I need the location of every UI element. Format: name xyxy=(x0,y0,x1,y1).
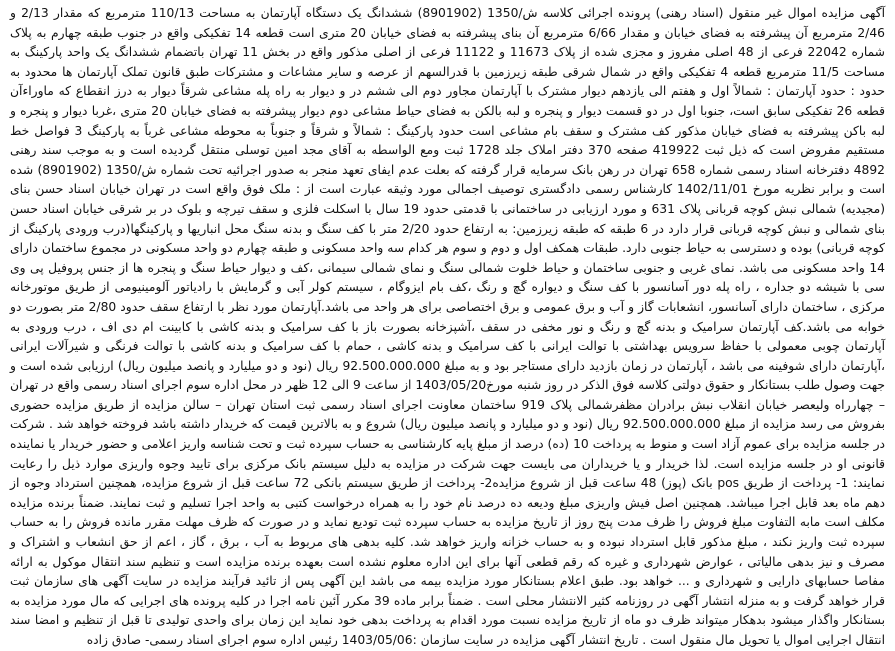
notice-paragraph: آگهی مزایده اموال غیر منقول (اسناد رهنی) پرونده اجرائی کلاسه ش/1350 (8901902) ششدانگ یک دستگاه آپارتمان به مساحت 110/13 مترمربع که مقدار 2/13 و 2/46 مترمربع آن پیشرفته به فضای خیابان و مقدار 6/66 مترمربع آن بنای پیشرفته به فضای خیابان 20 متری است قطعه 14 تفکیکی واقع در جنوب طبقه چهارم به پلاک شماره 22042 فرعی از 48 اصلی مفروز و مجزی شده از پلاک 11673 و 11122 فرعی از اصلی مذکور واقع در بخش 11 تهران باتضمام ششدانگ یک واحد پارکینگ به مساحت 11/5 مترمربع قطعه 4 تفکیکی واقع در شمال شرقی طبقه زیرزمین با قدرالسهم از عرصه و سایر مشاعات و مشترکات طبق قانون تملک آپارتمان ها محدود به حدود : حدود آپارتمان : شمالاً اول و هفتم الی یازدهم دیوار مشترک با آپارتمان مجاور دوم الی ششم در و دیوار به راه پله مشاعی شرقاً دیوار به درز انقطاع که ماوراءآن قطعه 26 تفکیکی سابق است، جنوبا اول در دو قسمت دیوار و پنجره و لبه بالکن به فضای حیاط مشاعی دوم دیوار پیشرفته به فضای خیابان 20 متری ،غربا دیوار و پنجره و لبه باکن پیشرفته به فضای خیابان مذکور کف مشترک و سقف بام مشاعی است حدود پارکینگ : شمالاً و شرقاً و جنوباً به محوطه مشاعی غرباً به پارکینگ 3 فواصل خط مستقیم مفروض است که ذیل ثبت 419922 صفحه 370 دفتر املاک جلد 1728 ثبت ومع الواسطه به آقای مجد امین توسلی منتقل گردیده است و به موجب سند رهنی 4892 دفترخانه اسناد رسمی شماره 658 تهران در رهن بانک سرمایه قرار گرفته که بعلت عدم ایفای تعهد منجر به صدور اجرائیه تحت شماره ش/1350 (8901902) شده است و برابر نظریه مورخ 1402/11/01 کارشناس رسمی دادگستری توصیف اجمالی مورد وثیقه عبارت است از : ملک فوق واقع است در تهران خیابان اسناد حسن بنای (مجیدیه) شمالی نبش کوچه قربانی پلاک 631 و مورد ارزیابی در ساختمانی با قدمتی حدود 19 سال با اسکلت فلزی و سقف تیرچه و بلوک در بر شرقی خیابان اسناد حسن بنای شمالی و نبش کوچه قربانی قرار دارد در 6 طبقه که طبقه زیرزمین: به ارتفاع حدود 2/20 متر با کف سنگ و بدنه سنگ محل انباریها و پارکینگها(درب ورودی پارکینگ از کوچه قربانی) بوده و دسترسی به حیاط جنوبی دارد. طبقات همکف اول و دوم و سوم هر کدام سه واحد مسکونی و طبقه چهارم دو واحد مسکونی در مجموع ساختمان دارای 14 واحد مسکونی می باشد. نمای غربی و جنوبی ساختمان و حیاط خلوت شمالی سنگ و نمای شمالی سیمانی ،کف و دیوار حیاط سنگ و پنجره ها از جنس پروفیل پی وی سی با شیشه دو جداره ، راه پله دور آسانسور با کف سنگ و دیواره گچ و رنگ ،کف بام ایزوگام ، سیستم کولر آبی و گرمایش با رادیاتور آلومینیومی از طریق موتورخانه مرکزی ، ساختمان دارای آسانسور، انشعابات گاز و آب و برق عمومی و برق اختصاصی برای هر واحد می باشد.آپارتمان مورد نظر با ارتفاع سقف حدود 2/80 متر بصورت دو خوابه می باشد.کف آپارتمان سرامیک و بدنه گچ و رنگ و نور مخفی در سقف ،آشپزخانه بصورت باز با کف سرامیک و بدنه کاشی با کابینت ام دی اف ، درب ورودی به آپارتمان چوبی معمولی با حفاظ سرویس بهداشتی با توالت ایرانی با کف سرامیک و بدنه کاشی ، حمام با کف سرامیک و بدنه کاشی با توالت فرنگی و شیرآلات ایرانی ،آپارتمان دارای شوفینه می باشد ، آپارتمان در زمان بازدید دارای مستاجر بود و به مبلغ 92.500.000.000 ریال (نود و دو میلیارد و پانصد میلیون ریال) ارزیابی شده است و جهت وصول طلب بستانکار و حقوق دولتی کلاسه فوق الذکر در روز شنبه مورخ1403/05/20 از ساعت 9 الی 12 ظهر در محل اداره سوم اجرای اسناد رسمی واقع در تهران – چهارراه ولیعصر خیابان انقلاب نبش برادران مظفرشمالی پلاک 919 ساختمان معاونت اجرای اسناد رسمی ثبت استان تهران – سالن مزایده از طریق مزایده حضوری بفروش می رسد مزایده از مبلغ 92.500.000.000 ریال (نود و دو میلیارد و پانصد میلیون ریال) شروع و به بالاترین قیمت که خریدار داشته باشد فروخته خواهد شد . شرکت در جلسه مزایده برای عموم آزاد است و منوط به پرداخت 10 (ده) درصد از مبلغ پایه کارشناسی به حساب سپرده ثبت و تحت شناسه واریز اعلامی و حضور خریدار یا نماینده قانونی او در جلسه مزایده است. لذا خریدار و یا خریداران می بایست جهت شرکت در مزایده به دلیل سیستم بانک مرکزی برای تایید وجوه واریزی موارد ذیل را رعایت نمایند: 1- پرداخت از طریق pos بانک (پوز) 48 ساعت قبل از شروع مزایده2- پرداخت از طریق سیستم بانکی 72 ساعت قبل از شروع مزایده، همچنین استرداد وجوه از دهم ماه بعد قابل اجرا میباشد. همچنین اصل فیش واریزی مبلغ ودیعه ده درصد نام خود را به همراه درخواست کتبی به واحد اجرا تسلیم و ثبت نمایند. ضمناً برنده مزایده مکلف است مابه التفاوت مبلغ فروش را ظرف مدت پنج روز از تاریخ مزایده به حساب سپرده ثبت تودیع نماید و در صورت که ظرف مهلت مقرر مانده فروش را به حساب سپرده ثبت واریز نکند ، مبلغ مذکور قابل استرداد نبوده و به حساب خزانه واریز خواهد شد. کلیه بدهی های مربوط به آب ، برق ، گاز ، اعم از حق انشعاب و اشتراک و مصرف و نیز بدهی مالیاتی ، عوارض شهرداری و غیره که رقم قطعی آنها برای این اداره معلوم نشده است بعهده برنده مزایده است و تنظیم سند انتقال موکول به ارائه مفاصا حسابهای دارایی و شهرداری و ... خواهد بود. طبق اعلام بستانکار مورد مزایده بیمه می باشد این آگهی پس از تائید فرآیند مزایده در سایت آگهی های سازمان ثبت قرار خواهد گرفت و به منزله انتشار آگهی در روزنامه کثیر الانتشار محلی است . ضمناً برابر ماده 39 مکرر آئین نامه اجرا در کلیه پرونده های اجرایی که مال مورد مزایده به بستانکار واگذار میشود بدهکار میتواند ظرف دو ماه از تاریخ مزایده نسبت مورد اقدام به پرداخت بدهی خود نماید این زمان برای واحدی تولیدی تا قبل از تنظیم و امضا سند انتقال اجرایی اموال یا تحویل مال منقول است . تاریخ انتشار آگهی مزایده در سایت سازمان :1403/05/06 رئیس اداره سوم اجرای اسناد رسمی- صادق زاده xyxy=(10,6,886,647)
